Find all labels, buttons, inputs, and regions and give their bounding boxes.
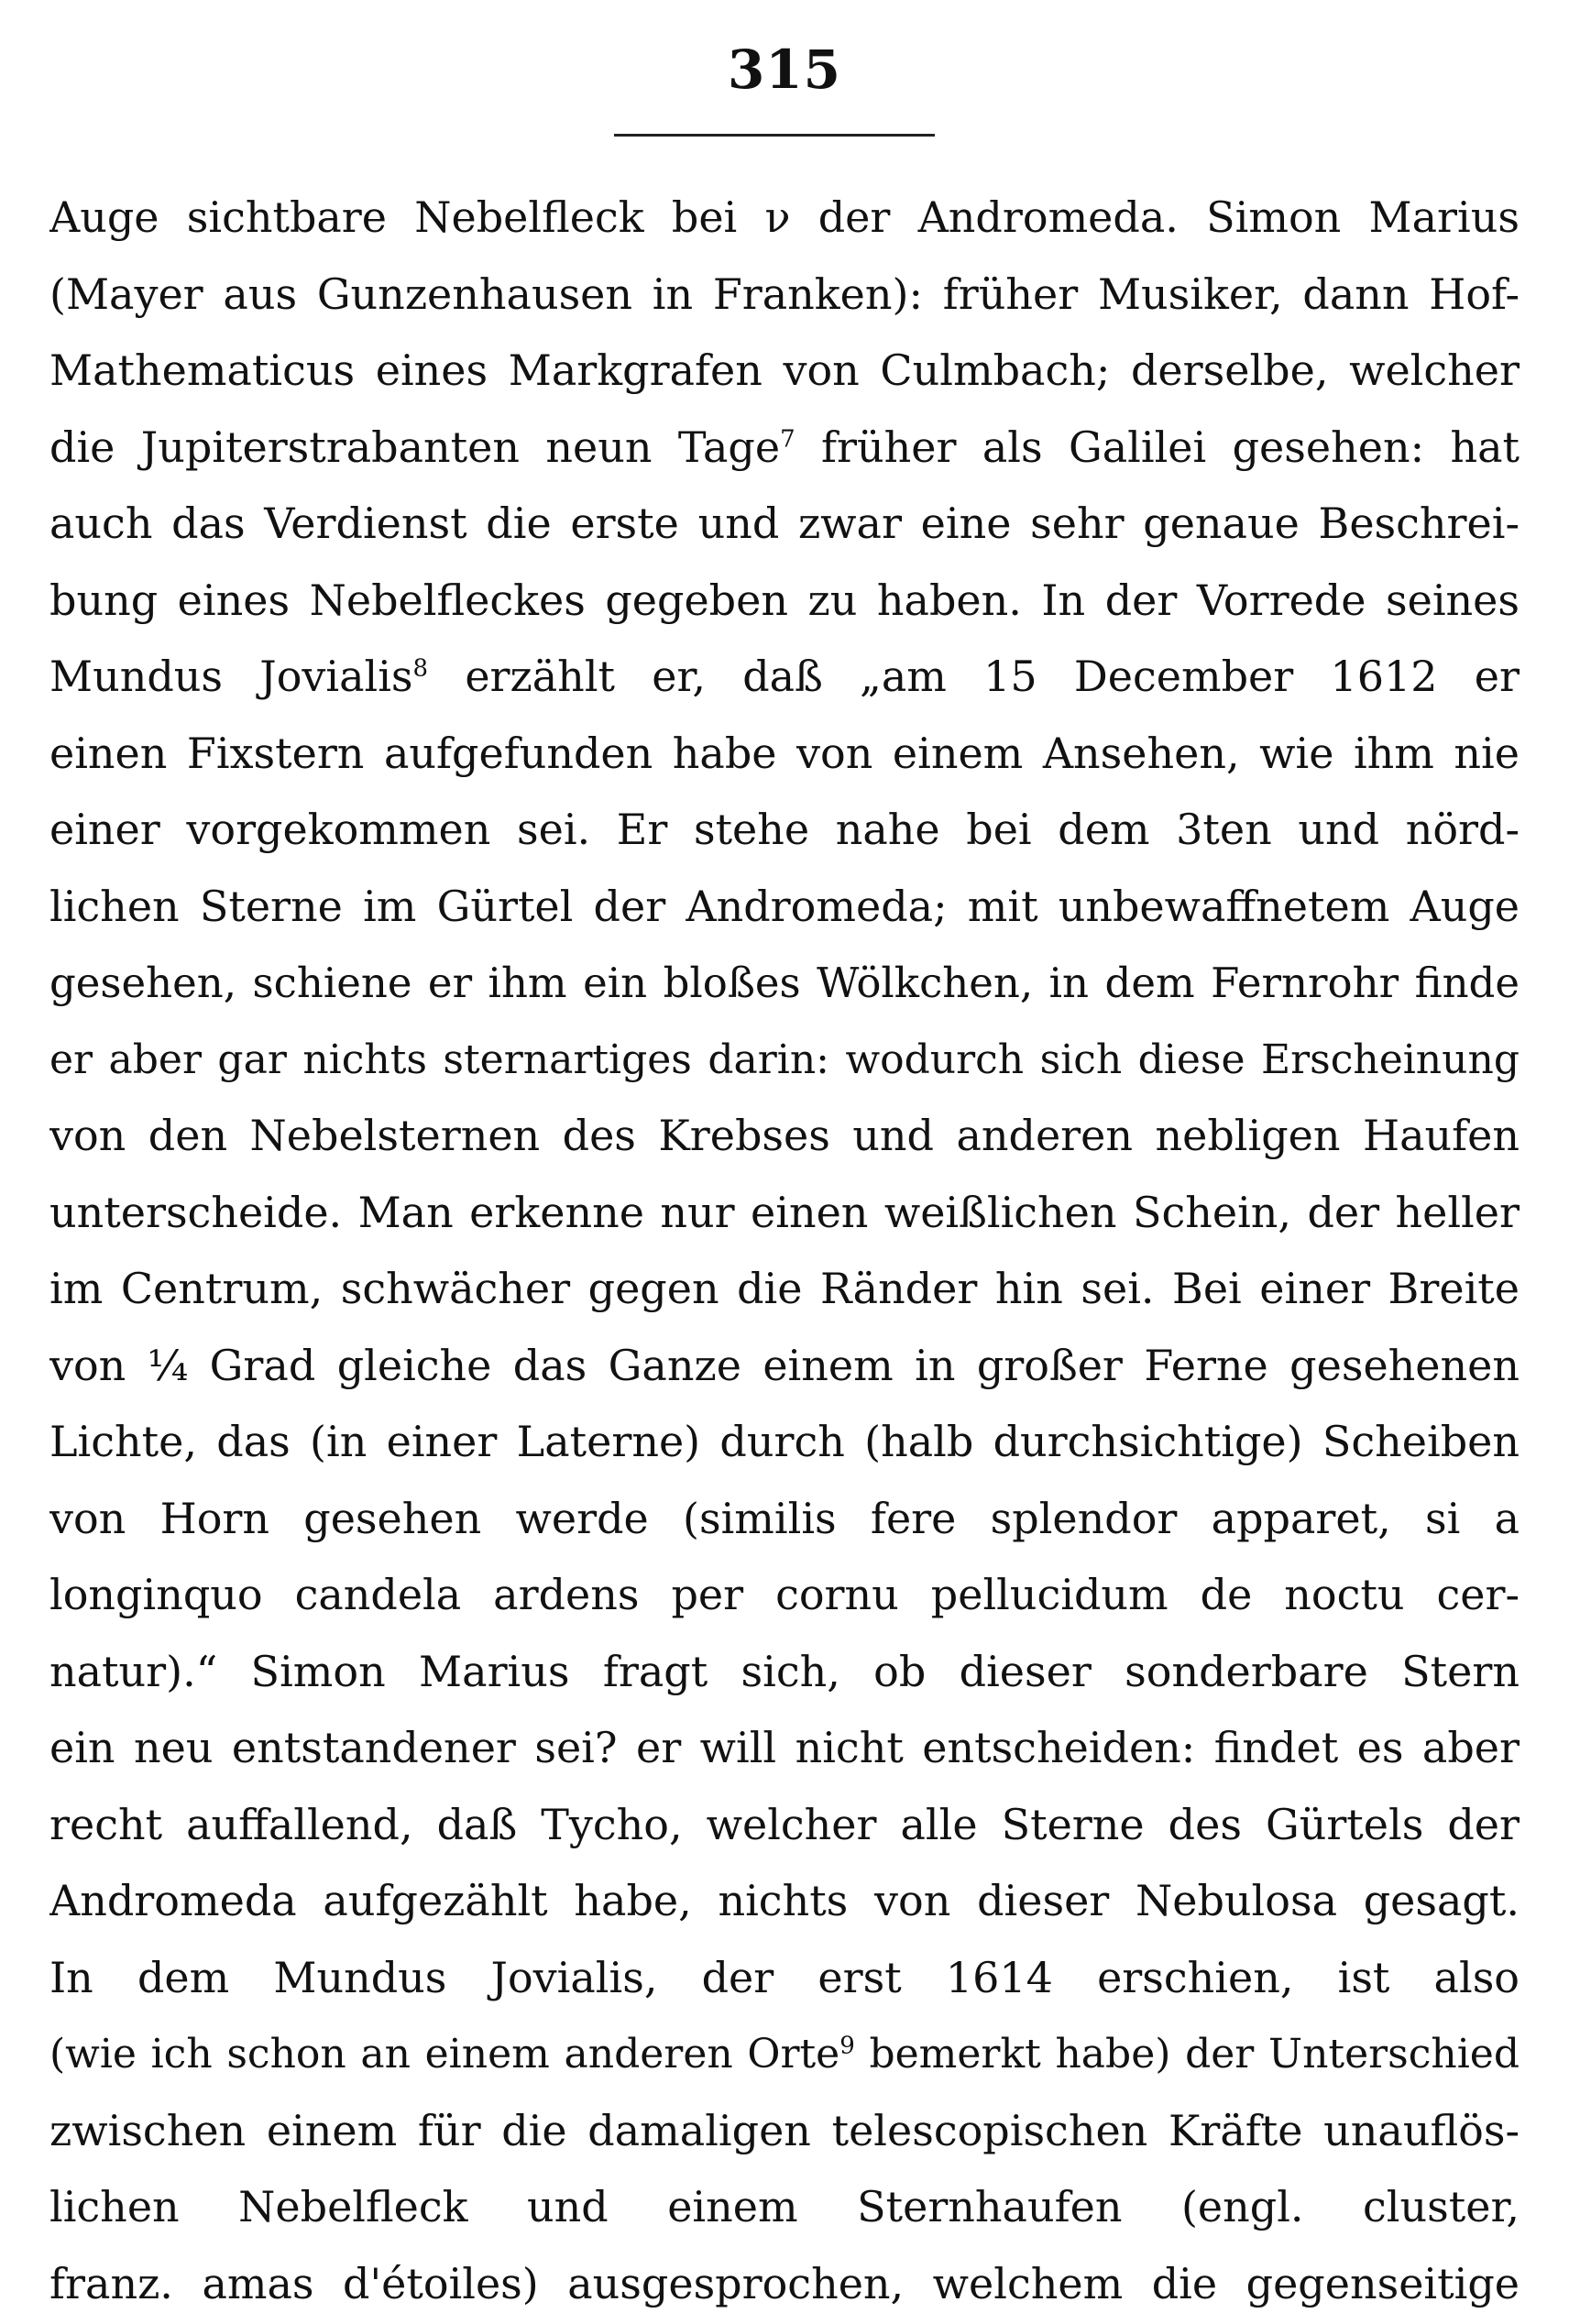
text-segment: longinquo candela ardens per cornu pellucidum de noctu cer-: [49, 1570, 1520, 1619]
text-segment: lichen Nebelfleck und einem Sternhaufen (engl. cluster,: [49, 2182, 1520, 2231]
text-segment: von den Nebelsternen des Krebses und anderen nebligen Haufen: [49, 1111, 1520, 1160]
text-line: [49, 2246, 1520, 2323]
header-rule: [614, 134, 935, 137]
text-segment: gesehen, schiene er ihm ein bloßes Wölkchen, in dem Fernrohr finde: [49, 959, 1520, 1007]
text-segment: Andromeda aufgezählt habe, nichts von dieser Nebulosa gesagt.: [49, 1876, 1520, 1925]
text-line: [49, 1634, 1520, 1711]
text-segment: In dem Mundus Jovialis, der erst 1614 erschien, ist also: [49, 1952, 1520, 2002]
text-line: [49, 1404, 1520, 1481]
text-segment: im Centrum, schwächer gegen die Ränder hin sei. Bei einer Breite: [49, 1264, 1520, 1313]
text-line: [49, 792, 1520, 869]
text-line: [49, 945, 1520, 1022]
text-segment: (Mayer aus Gunzenhausen in Franken): früher Musiker, dann Hof-: [49, 269, 1520, 319]
text-line: [49, 1022, 1520, 1099]
text-segment: der Andromeda. Simon Marius: [790, 192, 1520, 242]
text-segment: Mathematicus eines Markgrafen von Culmbach; derselbe, welcher: [49, 345, 1520, 395]
text-line: [49, 563, 1520, 640]
text-segment: die Jupiterstrabanten neun Tage: [49, 422, 781, 472]
text-segment: unterscheide. Man erkenne nur einen weißlichen Schein, der heller: [49, 1187, 1520, 1237]
text-line: [49, 257, 1520, 334]
text-line: [49, 1481, 1520, 1558]
text-line: [49, 1710, 1520, 1787]
text-segment: ν: [764, 192, 791, 242]
text-line: [49, 333, 1520, 410]
text-line: [49, 1251, 1520, 1328]
footnote-marker: 9: [839, 2032, 855, 2060]
text-line: [49, 1863, 1520, 1940]
text-line: [49, 1175, 1520, 1252]
text-line: [49, 2169, 1520, 2246]
text-line: [49, 2016, 1520, 2093]
text-segment: auch das Verdienst die erste und zwar eine sehr genaue Beschrei-: [49, 499, 1520, 548]
text-segment: (wie ich schon an einem anderen Orte: [49, 2031, 840, 2077]
text-segment: zwischen einem für die damaligen telescopischen Kräfte unauflös-: [49, 2105, 1520, 2155]
text-segment: erzählt er, daß „am 15 December 1612 er: [428, 652, 1520, 701]
text-segment: früher als Galilei gesehen: hat: [795, 422, 1520, 472]
text-segment: einer vorgekommen sei. Er stehe nahe bei dem 3ten und nörd-: [49, 805, 1520, 854]
text-line: [49, 180, 1520, 257]
text-segment: lichen Sterne im Gürtel der Andromeda; mit unbewaffnetem Auge: [49, 881, 1520, 931]
text-line: [49, 1328, 1520, 1405]
text-segment: recht auffallend, daß Tycho, welcher alle Sterne des Gürtels der: [49, 1799, 1520, 1849]
text-segment: franz. amas d'étoiles) ausgesprochen, welchem die gegenseitige: [49, 2258, 1520, 2308]
text-line: [49, 410, 1520, 487]
page-number: 315: [727, 38, 842, 101]
text-segment: von Horn gesehen werde (similis fere splendor apparet, si a: [49, 1493, 1520, 1543]
text-segment: Mundus Jovialis: [49, 652, 413, 701]
footnote-marker: 7: [780, 425, 795, 454]
text-segment: bemerkt habe) der Unterschied: [854, 2031, 1520, 2077]
text-line: [49, 716, 1520, 793]
text-segment: Auge sichtbare Nebelfleck bei: [49, 192, 765, 242]
text-line: [49, 1940, 1520, 2017]
text-line: [49, 1098, 1520, 1175]
body-text: [49, 180, 1520, 2322]
text-line: [49, 2093, 1520, 2170]
text-segment: er aber gar nichts sternartiges darin: wodurch sich diese Erscheinung: [49, 1036, 1520, 1083]
text-segment: Lichte, das (in einer Laterne) durch (halb durchsichtige) Scheiben: [49, 1417, 1520, 1466]
text-segment: ein neu entstandener sei? er will nicht entscheiden: findet es aber: [49, 1723, 1520, 1772]
text-line: [49, 1557, 1520, 1634]
text-line: [49, 1787, 1520, 1864]
text-segment: bung eines Nebelfleckes gegeben zu haben. In der Vorrede seines: [49, 575, 1520, 625]
footnote-marker: 8: [412, 654, 429, 683]
text-line: [49, 639, 1520, 716]
text-segment: einen Fixstern aufgefunden habe von einem Ansehen, wie ihm nie: [49, 728, 1520, 778]
text-segment: natur).“ Simon Marius fragt sich, ob dieser sonderbare Stern: [49, 1646, 1520, 1696]
text-segment: von ¼ Grad gleiche das Ganze einem in großer Ferne gesehenen: [49, 1340, 1520, 1390]
text-line: [49, 869, 1520, 946]
text-line: [49, 486, 1520, 563]
